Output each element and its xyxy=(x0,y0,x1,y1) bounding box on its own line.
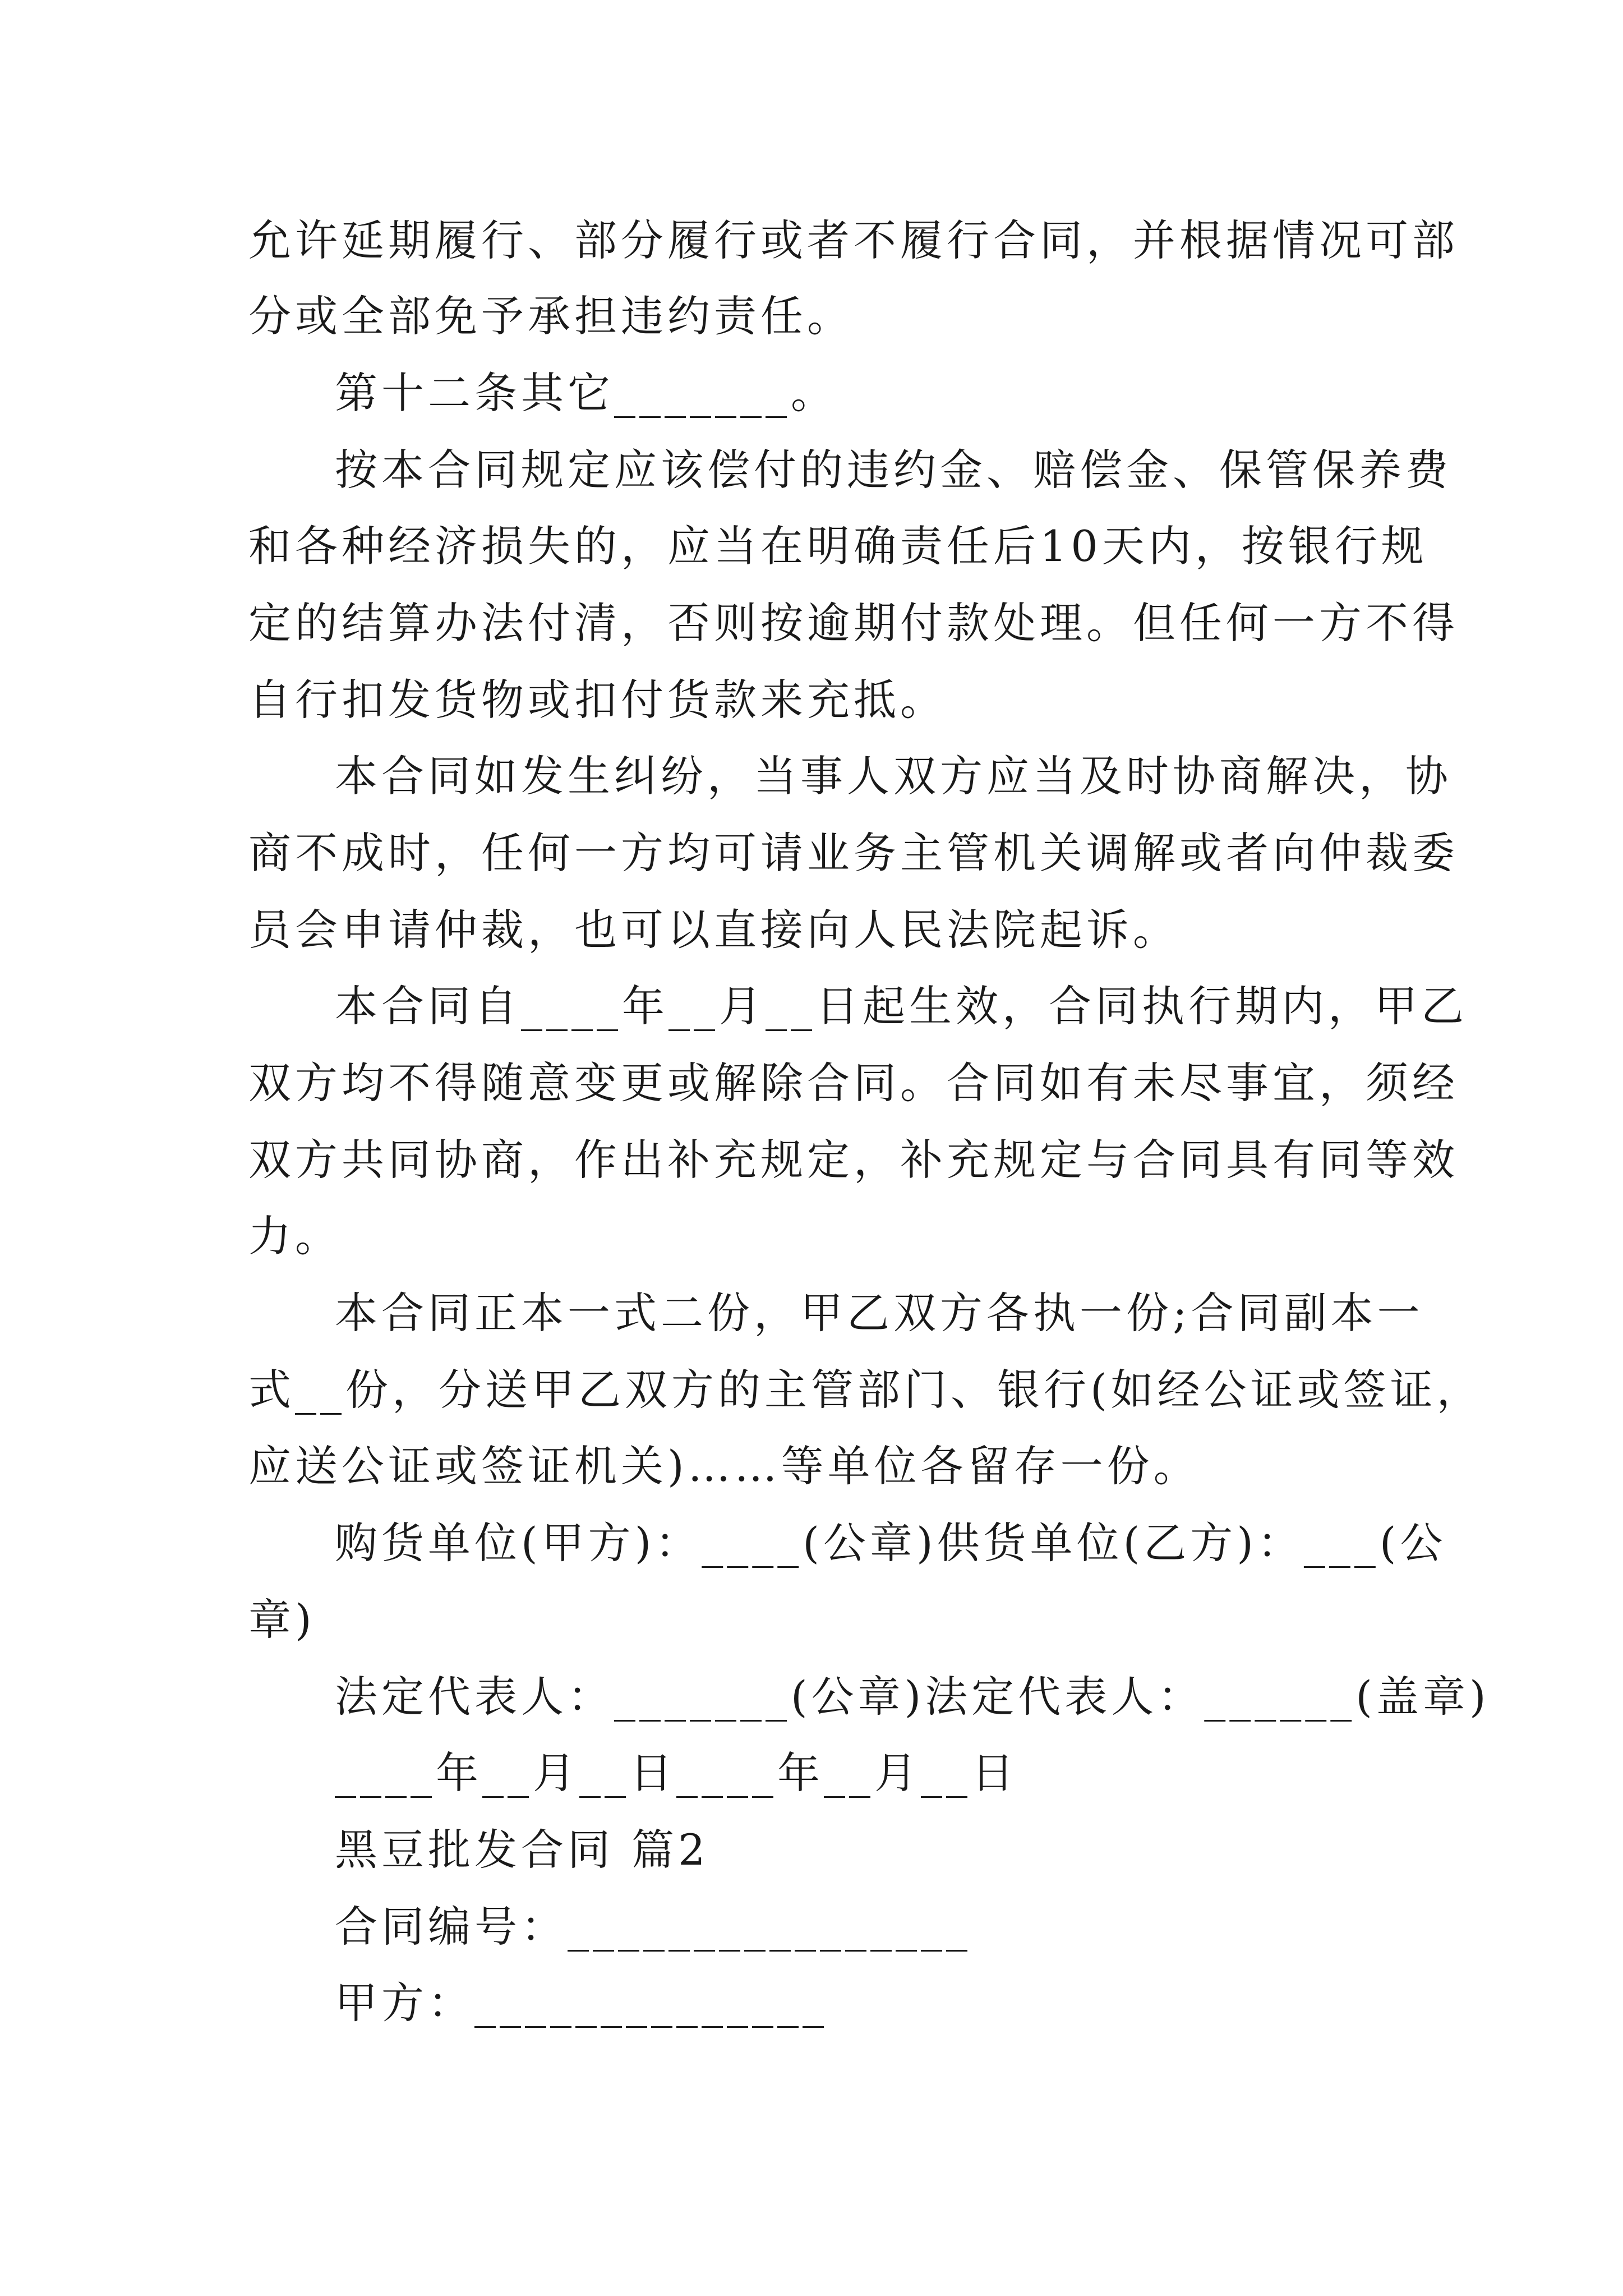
text-line-1: 允许延期履行、部分履行或者不履行合同，并根据情况可部 xyxy=(248,215,1459,265)
text-line-21: ____年__月__日____年__月__日 xyxy=(335,1748,1018,1798)
party-a-line: 甲方：______________ xyxy=(335,1978,828,2028)
text-line-17: 应送公证或签证机关)……等单位各留存一份。 xyxy=(248,1441,1200,1491)
text-line-15: 本合同正本一式二份，甲乙双方各执一份;合同副本一 xyxy=(335,1288,1424,1338)
text-line-10: 员会申请仲裁，也可以直接向人民法院起诉。 xyxy=(248,905,1179,955)
text-line-7: 自行扣发货物或扣付货款来充抵。 xyxy=(248,675,947,725)
text-line-13: 双方共同协商，作出补充规定，补充规定与合同具有同等效 xyxy=(248,1135,1459,1185)
text-line-11: 本合同自____年__月__日起生效，合同执行期内，甲乙 xyxy=(335,981,1468,1031)
section-heading: 黑豆批发合同 篇2 xyxy=(335,1825,709,1875)
text-line-2: 分或全部免予承担违约责任。 xyxy=(248,291,854,341)
text-line-14: 力。 xyxy=(248,1211,342,1261)
text-line-20: 法定代表人：_______(公章)法定代表人：______(盖章) xyxy=(335,1672,1490,1722)
text-line-3: 第十二条其它_______。 xyxy=(335,368,837,418)
text-line-16: 式__份，分送甲乙双方的主管部门、银行(如经公证或签证， xyxy=(248,1365,1483,1415)
contract-number-line: 合同编号：________________ xyxy=(335,1902,971,1952)
text-line-8: 本合同如发生纠纷，当事人双方应当及时协商解决，协 xyxy=(335,751,1452,801)
text-line-18: 购货单位(甲方)：____(公章)供货单位(乙方)：___(公 xyxy=(335,1518,1447,1568)
text-line-6: 定的结算办法付清，否则按逾期付款处理。但任何一方不得 xyxy=(248,598,1459,648)
text-line-5: 和各种经济损失的，应当在明确责任后10天内，按银行规 xyxy=(248,521,1428,571)
text-line-9: 商不成时，任何一方均可请业务主管机关调解或者向仲裁委 xyxy=(248,828,1459,878)
text-line-12: 双方均不得随意变更或解除合同。合同如有未尽事宜，须经 xyxy=(248,1058,1459,1108)
text-line-19: 章) xyxy=(248,1595,316,1645)
text-line-4: 按本合同规定应该偿付的违约金、赔偿金、保管保养费 xyxy=(335,445,1452,495)
